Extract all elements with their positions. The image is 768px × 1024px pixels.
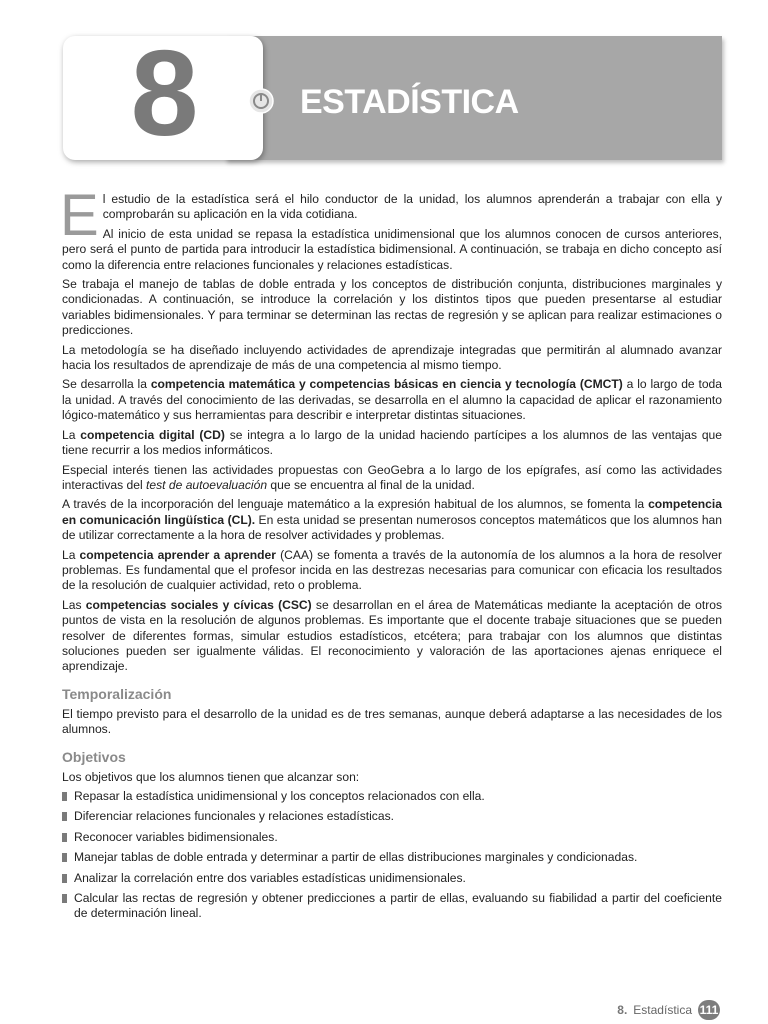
bullet-icon [62,853,67,862]
list-item: Manejar tablas de doble entrada y determinar a partir de ellas distribuciones marginales y condicionadas. [62,850,722,865]
intro-paragraph-1: El estudio de la estadística será el hilo conductor de la unidad, los alumnos aprenderán a trabajar con ella y comprobarán su aplicación en la vida cotidiana. [60,183,722,248]
list-item: Repasar la estadística unidimensional y los conceptos relacionados con ella. [62,789,722,804]
footer-chapter-number: 8. [617,1003,628,1017]
bullet-icon [62,874,67,883]
intro-paragraph-4: La metodología se ha diseñado incluyendo actividades de aprendizaje integradas que permitirán al alumnado avanzar hacia los resultados de aprendizaje de más de una competencia al mismo tiempo. [62,342,722,373]
chapter-title: ESTADÍSTICA [300,83,519,121]
objetivos-heading: Objetivos [62,748,126,765]
intro-paragraph-5: Se desarrolla la competencia matemática y competencias básicas en ciencia y tecnología (CMCT) a lo largo de toda la unidad. A través del conocimiento de las derivadas, se desarrolla en el alumno la capacidad de aplicar el razonamiento lógico-matemático y sus herramientas para describir e interpretar distintas situaciones. [62,377,723,423]
chapter-number: 8 [130,25,196,161]
intro-paragraph-7: Especial interés tienen las actividades propuestas con GeoGebra a lo largo de los epígrafes, así como las actividades interactivas del test de autoevaluación que se encuentra al final de la unidad. [62,462,722,492]
intro-paragraph-3: Se trabaja el manejo de tablas de doble entrada y los conceptos de distribución conjunta, distribuciones marginales y condicionadas. A continuación, se introduce la correlación y los distintos tipos que pueden presentarse al estudiar variables bidimensionales. Y para terminar se determinan las rectas de regresión y se aplican para realizar estimaciones o predicciones. [62,277,722,338]
chapter-number-box [63,25,263,161]
intro-paragraph-10: Las competencias sociales y cívicas (CSC) se desarrollan en el área de Matemáticas mediante la aceptación de otros puntos de vista en la resolución de algunos problemas. Es importante que el docente trabaje situaciones que se pueden resolver de diferentes formas, simular estudios estadísticos, etcétera; para trabajar con los alumnos que distintas soluciones pueden ser igualmente válidas. El reconocimiento y valoración de las aportaciones ajenas enriquece el aprendizaje. [62,597,723,674]
page-number: 111 [698,1000,720,1020]
bullet-icon [62,812,67,821]
temporalizacion-heading: Temporalización [62,685,172,702]
intro-paragraph-6: La competencia digital (CD) se integra a lo largo de la unidad haciendo partícipes a los alumnos de las ventajas que tiene recurrir a los medios informáticos. [62,427,722,458]
intro-paragraph-8: A través de la incorporación del lenguaje matemático a la expresión habitual de los alumnos, se fomenta la competencia en comunicación lingüística (CL). En esta unidad se presentan numerosos conceptos matemáticos que los alumnos han de utilizar correctamente a la hora de resolver actividades y problemas. [62,497,722,543]
objetivos-list [62,789,722,922]
page-footer [617,1000,720,1020]
drop-cap: E [60,183,99,248]
main-content [60,183,723,927]
list-item: Diferenciar relaciones funcionales y relaciones estadísticas. [62,809,722,824]
bullet-icon [62,833,67,842]
bullet-icon [62,894,67,903]
chapter-emblem-icon [248,88,274,114]
intro-paragraph-9: La competencia aprender a aprender (CAA) se fomenta a través de la autonomía de los alumnos a la hora de resolver problemas. Es fundamental que el profesor incida en las destrezas necesarias para comunicar con eficacia los resultados de la resolución de cualquier actividad, reto o problema. [62,547,722,593]
bullet-icon [62,792,67,801]
footer-section-title: Estadística [633,1003,692,1017]
intro-paragraph-2: Al inicio de esta unidad se repasa la estadística unidimensional que los alumnos conocen de cursos anteriores, pero será el punto de partida para introducir la estadística bidimensional. A continuación, se trabaja en dicho concepto así como la diferencia entre relaciones funcionales y relaciones estadísticas. [62,226,722,272]
list-item: Analizar la correlación entre dos variables estadísticas unidimensionales. [62,871,722,886]
list-item: Calcular las rectas de regresión y obtener predicciones a partir de ellas, evaluando su fiabilidad a partir del coeficiente de determinación lineal. [62,891,722,922]
temporalizacion-text: El tiempo previsto para el desarrollo de la unidad es de tres semanas, aunque deberá adaptarse a las necesidades de los alumnos. [62,706,722,737]
list-item: Reconocer variables bidimensionales. [62,830,722,845]
objetivos-intro: Los objetivos que los alumnos tienen que alcanzar son: [62,769,360,784]
